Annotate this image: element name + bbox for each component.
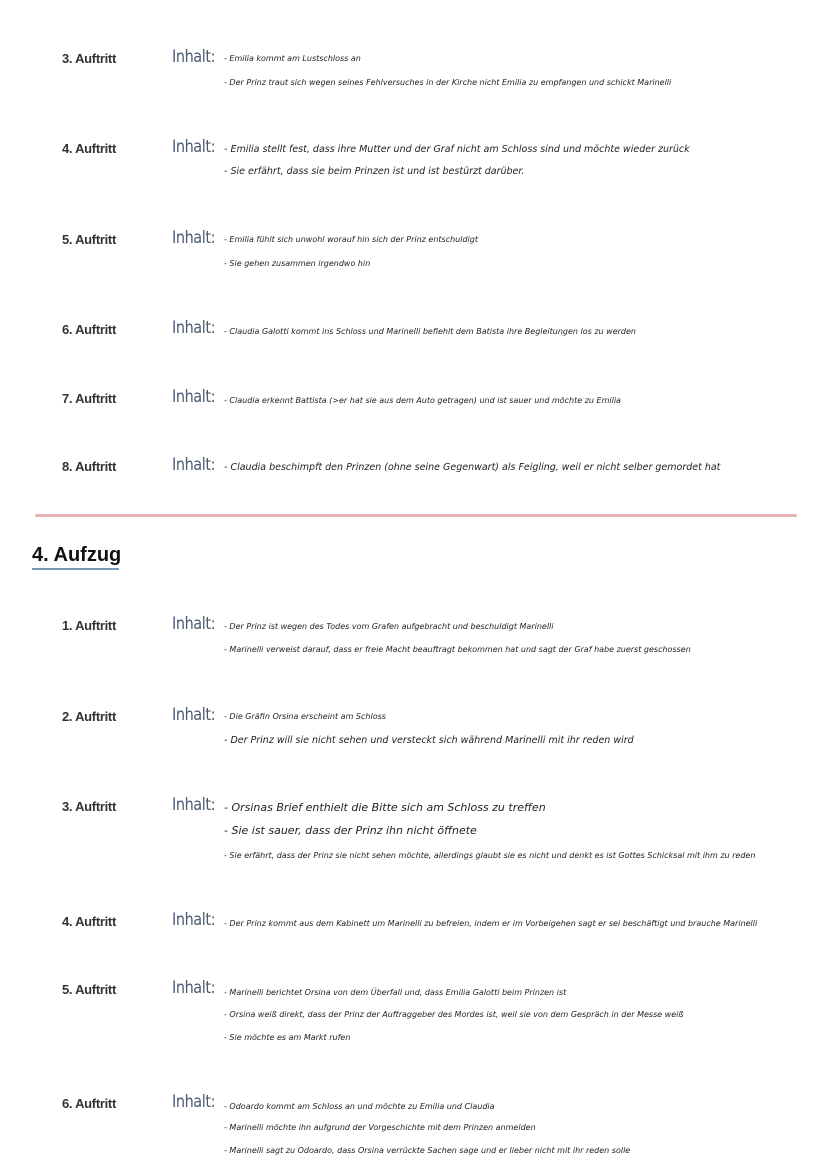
auftritt-label: 3. Auftritt bbox=[58, 800, 120, 814]
content-line: - Emilia fühlt sich unwohl worauf hin sich der Prinz entschuldigt bbox=[224, 235, 478, 244]
content-line: - Claudia Galotti kommt ins Schloss und Marinelli befiehlt dem Batista ihre Begleitungen los zu werden bbox=[224, 327, 636, 336]
content-line: - Marinelli verweist darauf, dass er freie Macht beauftragt bekommen hat und sagt der Graf habe zuerst geschossen bbox=[224, 645, 691, 654]
content-line: - Emilia kommt am Lustschloss an bbox=[224, 54, 361, 63]
content-line: - Sie ist sauer, dass der Prinz ihn nicht öffnete bbox=[224, 824, 477, 837]
content-line: - Sie erfährt, dass sie beim Prinzen ist und ist bestürzt darüber. bbox=[224, 166, 525, 177]
content-line: - Sie erfährt, dass der Prinz sie nicht sehen möchte, allerdings glaubt sie es nicht und denkt es ist Gottes Schicksal mit ihm zu reden bbox=[224, 851, 756, 860]
auftritt-label: 5. Auftritt bbox=[58, 233, 120, 247]
inhalt-label: Inhalt: bbox=[172, 795, 216, 815]
content-line: - Marinelli berichtet Orsina von dem Überfall und, dass Emilia Galotti beim Prinzen ist bbox=[224, 988, 567, 997]
aufzug-heading: 4. Aufzug bbox=[32, 544, 122, 566]
content-line: - Claudia beschimpft den Prinzen (ohne seine Gegenwart) als Feigling, weil er nicht selber gemordet hat bbox=[224, 462, 721, 473]
auftritt-label: 4. Auftritt bbox=[58, 915, 120, 929]
section-divider bbox=[35, 514, 797, 517]
content-line: - Marinelli sagt zu Odoardo, dass Orsina verrückte Sachen sage und er lieber nicht mit ihr reden solle bbox=[224, 1146, 631, 1155]
inhalt-label: Inhalt: bbox=[172, 910, 216, 930]
content-line: - Der Prinz traut sich wegen seines Fehlversuches in der Kirche nicht Emilia zu empfangen und schickt Marinelli bbox=[224, 78, 672, 87]
inhalt-label: Inhalt: bbox=[172, 1092, 216, 1112]
content-line: - Orsinas Brief enthielt die Bitte sich am Schloss zu treffen bbox=[224, 801, 546, 814]
auftritt-label: 1. Auftritt bbox=[58, 619, 120, 633]
content-line: - Der Prinz ist wegen des Todes vom Grafen aufgebracht und beschuldigt Marinelli bbox=[224, 622, 554, 631]
inhalt-label: Inhalt: bbox=[172, 978, 216, 998]
auftritt-label: 5. Auftritt bbox=[58, 983, 120, 997]
content-line: - Sie möchte es am Markt rufen bbox=[224, 1033, 351, 1042]
inhalt-label: Inhalt: bbox=[172, 455, 216, 475]
inhalt-label: Inhalt: bbox=[172, 318, 216, 338]
auftritt-label: 8. Auftritt bbox=[58, 460, 120, 474]
inhalt-label: Inhalt: bbox=[172, 705, 216, 725]
auftritt-label: 4. Auftritt bbox=[58, 142, 120, 156]
inhalt-label: Inhalt: bbox=[172, 47, 216, 67]
inhalt-label: Inhalt: bbox=[172, 614, 216, 634]
content-line: - Odoardo kommt am Schloss an und möchte zu Emilia und Claudia bbox=[224, 1102, 495, 1111]
inhalt-label: Inhalt: bbox=[172, 228, 216, 248]
content-line: - Die Gräfin Orsina erscheint am Schloss bbox=[224, 712, 386, 721]
inhalt-label: Inhalt: bbox=[172, 137, 216, 157]
auftritt-label: 6. Auftritt bbox=[58, 1097, 120, 1111]
auftritt-label: 2. Auftritt bbox=[58, 710, 120, 724]
auftritt-label: 6. Auftritt bbox=[58, 323, 120, 337]
content-line: - Orsina weiß direkt, dass der Prinz der Auftraggeber des Mordes ist, weil sie von dem Gespräch in der Messe weiß bbox=[224, 1010, 684, 1019]
auftritt-label: 7. Auftritt bbox=[58, 392, 120, 406]
inhalt-label: Inhalt: bbox=[172, 387, 216, 407]
content-line: - Der Prinz kommt aus dem Kabinett um Marinelli zu befreien, indem er im Vorbeigehen sagt er sei beschäftigt und brauche Marinelli bbox=[224, 919, 758, 928]
content-line: - Claudia erkennt Battista (>er hat sie aus dem Auto getragen) und ist sauer und möchte zu Emilia bbox=[224, 396, 621, 405]
content-line: - Emilia stellt fest, dass ihre Mutter und der Graf nicht am Schloss sind und möchte wieder zurück bbox=[224, 144, 690, 155]
content-line: - Der Prinz will sie nicht sehen und versteckt sich während Marinelli mit ihr reden wird bbox=[224, 735, 634, 746]
content-line: - Sie gehen zusammen irgendwo hin bbox=[224, 259, 371, 268]
auftritt-label: 3. Auftritt bbox=[58, 52, 120, 66]
content-line: - Marinelli möchte ihn aufgrund der Vorgeschichte mit dem Prinzen anmelden bbox=[224, 1123, 536, 1132]
